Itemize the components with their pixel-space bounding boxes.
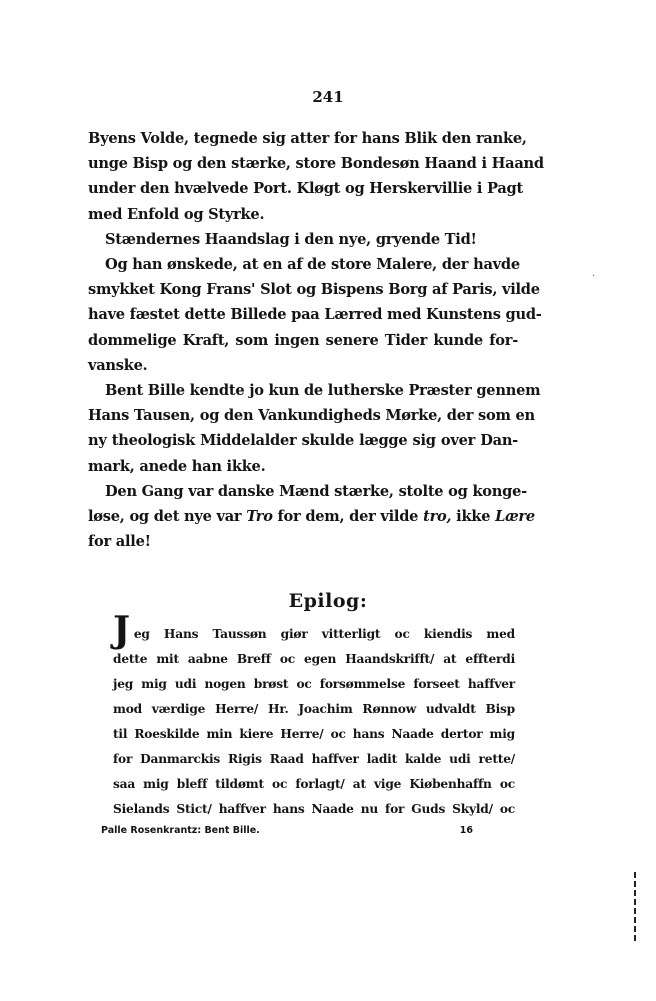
text-line: Hans Tausen, og den Vankundigheds Mørke, der som en bbox=[88, 407, 535, 425]
scan-edge-mark bbox=[634, 872, 636, 944]
body-text bbox=[88, 126, 544, 554]
italic-word: Tro bbox=[246, 508, 273, 526]
text-line: dommelige Kraft, som ingen senere Tider kunde for- bbox=[88, 331, 518, 349]
text-line: saa mig bleff tildømt oc forlagt/ at vige Kiøbenhaffn oc bbox=[113, 777, 515, 791]
italic-word: Lære bbox=[495, 508, 535, 526]
text-line: smykket Kong Frans' Slot og Bispens Borg af Paris, vilde bbox=[88, 281, 540, 299]
drop-cap: J bbox=[113, 609, 130, 651]
text-line: for Danmarckis Rigis Raad haffver ladit kalde udi rette/ bbox=[113, 752, 515, 766]
text-run: løse, og det nye var bbox=[88, 508, 242, 526]
text-line bbox=[88, 504, 535, 529]
epilog-heading: Epilog: bbox=[288, 590, 368, 612]
epilog-blackletter-text bbox=[113, 609, 515, 822]
text-run: for dem, der vilde bbox=[277, 508, 419, 526]
text-line: med Enfold og Styrke. bbox=[88, 205, 265, 223]
text-line: mod værdige Herre/ Hr. Joachim Rønnow udvaldt Bisp bbox=[113, 702, 515, 716]
text-line: vanske. bbox=[88, 356, 148, 374]
text-line: Bent Bille kendte jo kun de lutherske Præster gennem bbox=[105, 382, 541, 400]
page-number: 241 bbox=[312, 88, 344, 106]
text-line bbox=[113, 609, 515, 651]
text-line: have fæstet dette Billede paa Lærred med Kunstens gud- bbox=[88, 306, 542, 324]
text-line: ny theologisk Middelalder skulde lægge sig over Dan- bbox=[88, 432, 518, 450]
text-line: dette mit aabne Breff oc egen Haandskrifft/ at effterdi bbox=[113, 652, 515, 666]
text-run: eg Hans Taussøn giør vitterligt oc kiendis med bbox=[133, 627, 515, 641]
text-line: Stændernes Haandslag i den nye, gryende Tid! bbox=[105, 230, 477, 248]
text-line: for alle! bbox=[88, 533, 151, 551]
italic-word: tro, bbox=[423, 508, 452, 526]
printer-signature bbox=[101, 825, 473, 836]
signature-text: Palle Rosenkrantz: Bent Bille. bbox=[101, 825, 260, 836]
text-line: jeg mig udi nogen brøst oc forsømmelse forseet haffver bbox=[113, 677, 515, 691]
text-line: unge Bisp og den stærke, store Bondesøn Haand i Haand bbox=[88, 155, 544, 173]
text-line: Og han ønskede, at en af de store Malere, der havde bbox=[105, 256, 520, 274]
scan-speck: · bbox=[592, 271, 596, 282]
text-line: under den hvælvede Port. Kløgt og Herskervillie i Pagt bbox=[88, 180, 523, 198]
text-line: Den Gang var danske Mænd stærke, stolte og konge- bbox=[105, 482, 527, 500]
text-line: Sielands Stict/ haffver hans Naade nu for Guds Skyld/ oc bbox=[113, 802, 515, 816]
sheet-number: 16 bbox=[459, 825, 473, 836]
text-run: ikke bbox=[456, 508, 491, 526]
text-line: Byens Volde, tegnede sig atter for hans Blik den ranke, bbox=[88, 130, 527, 147]
text-line: mark, anede han ikke. bbox=[88, 457, 266, 475]
text-line: til Roeskilde min kiere Herre/ oc hans Naade dertor mig bbox=[113, 727, 515, 741]
